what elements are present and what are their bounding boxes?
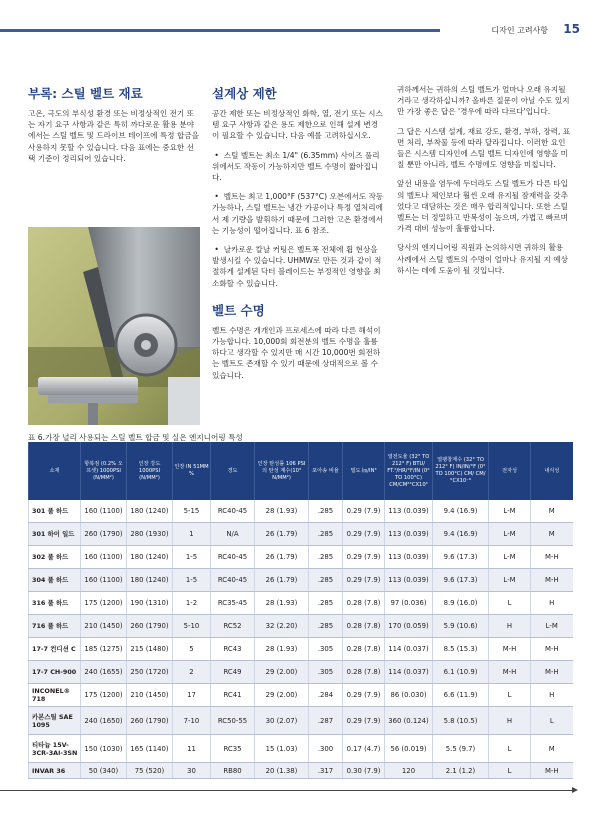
table-cell: M-H [531, 763, 573, 779]
table-cell: 6.6 (11.9) [433, 684, 489, 707]
material-name-cell: 316 풀 하드 [29, 592, 81, 615]
table-cell: 7-10 [173, 707, 211, 735]
table-cell: L-M [489, 569, 531, 592]
table-cell: .305 [309, 661, 343, 684]
table-cell: 180 (1240) [127, 546, 173, 569]
column-header: 밀도 ㏐/IN³ [343, 442, 385, 500]
table-row [29, 684, 573, 707]
design-limits-column [212, 84, 384, 381]
belt-life-paragraph: 앞선 내용을 염두에 두더라도 스틸 벨트가 다른 타입의 벨트나 체인보다 훨씬 오래 유지될 잠재력을 갖추었다고 대담하는 것은 매우 합리적입니다. 또한 스틸 벨트는 더 정밀하고 반복성이 높으며, 가볍고 빠르며 가격 대비 성능이 훌륭합니다. [397, 179, 568, 234]
steel-belt-photo [28, 227, 200, 425]
table-cell: 0.28 (7.8) [343, 638, 385, 661]
column-header: 인장 강도 1000PSI (N/MM²) [127, 442, 173, 500]
column-header: 열팽창계수 (32° TO 212° F) IN/IN/°F (0° TO 100°C) CM/ CM/°CX10⁻⁶ [433, 442, 489, 500]
header-rule [0, 29, 440, 32]
table-cell: 75 (520) [127, 763, 173, 779]
table-cell: 9.4 (16.9) [433, 500, 489, 523]
table-cell: 32 (2.20) [255, 615, 309, 638]
table-cell: .285 [309, 523, 343, 546]
table-cell: 150 (1030) [81, 735, 127, 763]
table-cell: 113 (0.039) [385, 500, 433, 523]
table-cell: 260 (1790) [127, 707, 173, 735]
table-cell: H [489, 707, 531, 735]
table-cell: 9.4 (16.9) [433, 523, 489, 546]
column-header: 경도 [211, 442, 255, 500]
table-cell: L-M [489, 500, 531, 523]
table-cell: 280 (1930) [127, 523, 173, 546]
table-cell: M-H [531, 569, 573, 592]
table-cell: 0.29 (7.9) [343, 569, 385, 592]
table-cell: .285 [309, 615, 343, 638]
table-cell: 114 (0.037) [385, 638, 433, 661]
table-cell: M-H [531, 661, 573, 684]
bullet-text: 벨트는 최고 1,000°F (537°C) 오븐에서도 작동 가능하나, 스틸 벨트는 냉간 가공이나 특정 열처리에서 제 기량을 발휘하기 때문에 그러한 고온 환경에서는 기능성이 떨어집니다. 표 6 참조. [212, 192, 384, 235]
table-cell: 114 (0.037) [385, 661, 433, 684]
material-name-cell: 301 풀 하드 [29, 500, 81, 523]
table-cell: 5.8 (10.5) [433, 707, 489, 735]
table-row [29, 707, 573, 735]
table-cell: L [489, 592, 531, 615]
table-cell: L [489, 763, 531, 779]
table-cell: RC35 [211, 735, 255, 763]
table-cell: RC40-45 [211, 546, 255, 569]
column-header: 전자성 [489, 442, 531, 500]
table-cell: 210 (1450) [127, 684, 173, 707]
table-cell: 28 (1.93) [255, 500, 309, 523]
table-cell: 8.5 (15.3) [433, 638, 489, 661]
table-cell: L-M [489, 546, 531, 569]
table-cell: .285 [309, 569, 343, 592]
table-cell: 0.29 (7.9) [343, 500, 385, 523]
table-row [29, 615, 573, 638]
table-cell: L [531, 707, 573, 735]
table-cell: .287 [309, 707, 343, 735]
table-row [29, 592, 573, 615]
table-cell: 30 [173, 763, 211, 779]
bullet-text: 날카로운 칼날 커팅은 벨트폭 전체에 휨 현상을 발생시킬 수 있습니다. UHMW로 만든 것과 같이 적절하게 설계된 닥터 블레이드는 부정적인 영향을 최소화할 수 있습니다. [212, 245, 382, 288]
table-cell: 5-15 [173, 500, 211, 523]
table-cell: 5.5 (9.7) [433, 735, 489, 763]
table-cell: .285 [309, 592, 343, 615]
material-name-cell: INVAR 36 [29, 763, 81, 779]
table-cell: 9.6 (17.3) [433, 569, 489, 592]
section-title: 디자인 고려사항 [491, 26, 548, 35]
material-name-cell: 17-7 CH-900 [29, 661, 81, 684]
table-row [29, 661, 573, 684]
table-cell: M [531, 500, 573, 523]
table-cell: 175 (1200) [81, 684, 127, 707]
table-cell: 29 (2.00) [255, 684, 309, 707]
table-cell: 180 (1240) [127, 500, 173, 523]
table-cell: M-H [489, 661, 531, 684]
table-cell: 9.6 (17.3) [433, 546, 489, 569]
table-cell: RC40-45 [211, 569, 255, 592]
table-cell: 11 [173, 735, 211, 763]
table-cell: RB80 [211, 763, 255, 779]
design-limit-bullet: • 날카로운 칼날 커팅은 벨트폭 전체에 휨 현상을 발생시킬 수 있습니다. UHMW로 만든 것과 같이 적절하게 설계된 닥터 블레이드는 부정적인 영향을 최소화할 수 있습니다. [212, 245, 382, 288]
table-cell: 28 (1.93) [255, 638, 309, 661]
table-cell: 160 (1100) [81, 569, 127, 592]
table-cell: 0.29 (7.9) [343, 684, 385, 707]
table-cell: L [489, 684, 531, 707]
table-cell: 0.29 (7.9) [343, 707, 385, 735]
column-header: 소재 [29, 442, 81, 500]
table-cell: 240 (1655) [81, 661, 127, 684]
table-cell: 26 (1.79) [255, 523, 309, 546]
table-cell: M [531, 735, 573, 763]
table-cell: 0.29 (7.9) [343, 523, 385, 546]
table-cell: 0.28 (7.8) [343, 615, 385, 638]
page-number: 15 [563, 22, 580, 36]
material-name-cell: 304 풀 하드 [29, 569, 81, 592]
table-cell: 1-5 [173, 546, 211, 569]
table-cell: 165 (1140) [127, 735, 173, 763]
table-cell: 210 (1450) [81, 615, 127, 638]
table-cell: 250 (1720) [127, 661, 173, 684]
table-cell: 20 (1.38) [255, 763, 309, 779]
table-cell: 240 (1650) [81, 707, 127, 735]
material-name-cell: 302 풀 하드 [29, 546, 81, 569]
column-header: 인장 IN 51MM % [173, 442, 211, 500]
table-cell: 0.30 (7.9) [343, 763, 385, 779]
material-name-cell: 17-7 컨디션 C [29, 638, 81, 661]
table-cell: 28 (1.93) [255, 592, 309, 615]
table-cell: .285 [309, 546, 343, 569]
table-row [29, 735, 573, 763]
table-cell: .305 [309, 638, 343, 661]
table-cell: 86 (0.030) [385, 684, 433, 707]
table-cell: 0.17 (4.7) [343, 735, 385, 763]
table-row [29, 500, 573, 523]
column-header: 열전도율 (32° TO 212° F) BTU/ FT.²/HR/°F/IN (0° TO 100°C) CM/CM²°CX10³ [385, 442, 433, 500]
table-cell: RC41 [211, 684, 255, 707]
table-cell: 26 (1.79) [255, 546, 309, 569]
table-cell: 5.9 (10.6) [433, 615, 489, 638]
table-cell: H [489, 615, 531, 638]
table-cell: 26 (1.79) [255, 569, 309, 592]
table-cell: 175 (1200) [81, 592, 127, 615]
table-row [29, 763, 573, 779]
table-cell: 113 (0.039) [385, 523, 433, 546]
table-cell: 1-5 [173, 569, 211, 592]
table-cell: M-H [531, 546, 573, 569]
table-cell: 160 (1100) [81, 546, 127, 569]
table-header [29, 442, 573, 500]
table-cell: RC52 [211, 615, 255, 638]
table-row [29, 523, 573, 546]
table-cell: .284 [309, 684, 343, 707]
table-cell: 29 (2.00) [255, 661, 309, 684]
table-cell: RC35-45 [211, 592, 255, 615]
table-cell: 97 (0.036) [385, 592, 433, 615]
material-name-cell: 티타늄 15V-3CR-3Al-3SN [29, 735, 81, 763]
table-cell: 8.9 (16.0) [433, 592, 489, 615]
table-body [29, 500, 573, 779]
table-cell: 190 (1310) [127, 592, 173, 615]
belt-life-heading: 벨트 수명 [212, 302, 265, 318]
table-cell: 17 [173, 684, 211, 707]
belt-life-body: 벨트 수명은 개개인과 프로세스에 따라 다른 해석이 가능합니다. 10,000회 회전분의 벨트 수명을 훌륭하다고 생각할 수 있지만 매 시간 10,000번 회전하는 벨트도 존재할 수 있기 때문에 상대적으로 볼 수 있습니다. [212, 325, 381, 380]
table-cell: N/A [211, 523, 255, 546]
material-name-cell: INCONEL® 718 [29, 684, 81, 707]
appendix-heading: 부록: 스틸 벨트 재료 [28, 86, 143, 101]
table-cell: L [489, 735, 531, 763]
column-header: 인장 탄성률 106 PSI의 탄성 계수(10³ N/MM²) [255, 442, 309, 500]
table-cell: 15 (1.03) [255, 735, 309, 763]
table-cell: 0.28 (7.8) [343, 592, 385, 615]
table-cell: 113 (0.039) [385, 546, 433, 569]
table-cell: 5-10 [173, 615, 211, 638]
table-cell: RC50-55 [211, 707, 255, 735]
table-cell: 170 (0.059) [385, 615, 433, 638]
table-cell: 180 (1240) [127, 569, 173, 592]
appendix-column [28, 84, 200, 164]
belt-machine-illustration [28, 227, 200, 425]
material-name-cell: 301 하이 일드 [29, 523, 81, 546]
design-limits-intro: 공간 제한 또는 비정상적인 화학, 열, 전기 또는 시스템 요구 사항과 같은 용도 제한으로 인해 설계 변경이 필요할 수 있습니다. 다음 예를 고려하십시오. [212, 109, 383, 141]
belt-life-paragraph: 그 답은 시스템 설계, 재료 강도, 환경, 부하, 장력, 표면 처리, 부착물 등에 따라 달라집니다. 이러한 요인들은 시스템 디자인에 스틸 벨트 디자인에 영향을 미칠 뿐만 아니라, 벨트 수명에도 영향을 미칩니다. [397, 126, 571, 170]
table-row [29, 569, 573, 592]
footer-rule [0, 790, 575, 791]
alloy-properties-table [28, 442, 573, 779]
table-cell: 260 (1790) [81, 523, 127, 546]
table-cell: 0.29 (7.9) [343, 546, 385, 569]
table-cell: 215 (1480) [127, 638, 173, 661]
table-cell: 160 (1100) [81, 500, 127, 523]
bullet-text: 스틸 벨트는 최소 1/4" (6.35mm) 사이즈 풀리 위에서도 작동이 가능하지만 벨트 수명이 짧아집니다. [212, 150, 380, 183]
appendix-body: 고온, 극도의 부식성 환경 또는 비정상적인 전기 또는 자기 요구 사항과 같은 특히 까다로운 활용 분야에서는 스틸 벨트 및 드라이브 테이프에 특정 합금을 사용하지 못할 수 있습니다. 다음 표에는 중요한 선택 기준이 정리되어 있습니다. [28, 109, 199, 163]
table-cell: 360 (0.124) [385, 707, 433, 735]
table-cell: .317 [309, 763, 343, 779]
table-cell: H [531, 592, 573, 615]
table-cell: RC40-45 [211, 500, 255, 523]
table-cell: L-M [531, 615, 573, 638]
table-cell: RC49 [211, 661, 255, 684]
table-cell: 2.1 (1.2) [433, 763, 489, 779]
design-limits-heading: 설계상 제한 [212, 86, 277, 101]
column-header: 포아송 비율 [309, 442, 343, 500]
table-cell: M [531, 523, 573, 546]
material-name-cell: 716 풀 하드 [29, 615, 81, 638]
column-header: 내식성 [531, 442, 573, 500]
table-cell: L-M [489, 523, 531, 546]
belt-life-column [397, 84, 572, 276]
material-name-cell: 카본스틸 SAE 1095 [29, 707, 81, 735]
table-cell: 185 (1275) [81, 638, 127, 661]
table-cell: 50 (340) [81, 763, 127, 779]
table-cell: .300 [309, 735, 343, 763]
design-limit-bullet: • 벨트는 최고 1,000°F (537°C) 오븐에서도 작동 가능하나, 스틸 벨트는 냉간 가공이나 특정 열처리에서 제 기량을 발휘하기 때문에 그러한 고온 환경에서는 기능성이 떨어집니다. 표 6 참조. [212, 192, 384, 235]
table-row [29, 638, 573, 661]
table-cell: M-H [531, 638, 573, 661]
table-cell: H [531, 684, 573, 707]
table-cell: 30 (2.07) [255, 707, 309, 735]
belt-life-paragraph: 귀하께서는 귀하의 스틸 벨트가 얼마나 오래 유지될 거라고 생각하십니까? 올바른 질문이 아닐 수도 있지만 가장 좋은 답은 '경우에 따라 다르다'입니다. [397, 85, 570, 117]
column-header: 항복점 (0.2% 오프셋) 1000PSI (N/MM²) [81, 442, 127, 500]
belt-life-paragraph: 당사의 엔지니어링 직원과 논의하시면 귀하의 활용 사례에서 스틸 벨트의 수명이 얼마나 유지될 지 예상하시는 데에 도움이 될 것입니다. [397, 243, 568, 275]
design-limit-bullet: • 스틸 벨트는 최소 1/4" (6.35mm) 사이즈 풀리 위에서도 작동이 가능하지만 벨트 수명이 짧아집니다. [212, 150, 380, 183]
table-cell: 5 [173, 638, 211, 661]
table-cell: 113 (0.039) [385, 569, 433, 592]
page-header [0, 0, 600, 52]
table-cell: 1 [173, 523, 211, 546]
table-cell: 2 [173, 661, 211, 684]
table-cell: 260 (1790) [127, 615, 173, 638]
table-cell: 0.28 (7.8) [343, 661, 385, 684]
table-cell: 56 (0.019) [385, 735, 433, 763]
table-row [29, 546, 573, 569]
header-row [29, 442, 573, 500]
table-caption: 표 6.가장 널리 사용되는 스틸 벨트 합금 및 실온 엔지니어링 특성 [28, 433, 243, 442]
table-cell: RC43 [211, 638, 255, 661]
table-cell: .285 [309, 500, 343, 523]
table-cell: M-H [489, 638, 531, 661]
table-cell: 1-2 [173, 592, 211, 615]
table-cell: 120 [385, 763, 433, 779]
table-cell: 6.1 (10.9) [433, 661, 489, 684]
arrow-right-icon [572, 787, 578, 793]
